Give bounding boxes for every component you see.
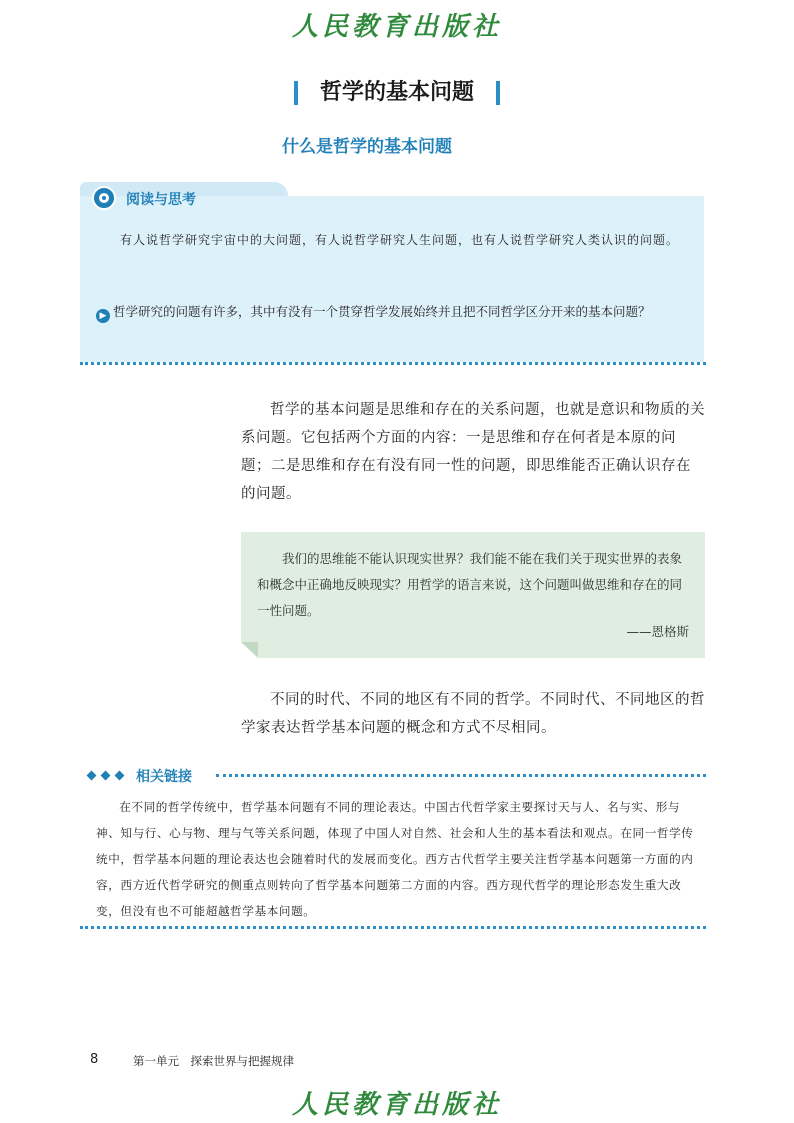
related-title: 相关链接 <box>136 769 192 785</box>
main-paragraph-2: 不同的时代、不同的地区有不同的哲学。不同时代、不同地区的哲学家表达哲学基本问题的概念和方式不尽相同。 <box>241 692 705 736</box>
subsection-title: 什么是哲学的基本问题 <box>282 137 452 157</box>
reading-icon <box>92 186 116 210</box>
unit-label: 第一单元 探索世界与把握规律 <box>133 1054 294 1068</box>
title-bar-right <box>496 81 500 105</box>
diamond-icon <box>101 771 111 781</box>
section-title-text: 哲学的基本问题 <box>319 80 474 105</box>
publisher-logo-bottom: 人民教育出版社 <box>291 1090 502 1120</box>
arrow-right-icon: ▶ <box>96 309 110 323</box>
diamond-icon <box>115 771 125 781</box>
page-number: 8 <box>90 1052 99 1067</box>
reading-box <box>80 196 704 362</box>
related-divider <box>80 926 706 929</box>
reading-question <box>96 300 692 324</box>
related-header <box>88 766 192 786</box>
related-header-divider <box>216 774 706 777</box>
reading-paragraph: 有人说哲学研究宇宙中的大问题，有人说哲学研究人生问题，也有人说哲学研究人类认识的问题。 <box>120 233 680 247</box>
reading-title: 阅读与思考 <box>126 192 196 208</box>
main-paragraph-1: 哲学的基本问题是思维和存在的关系问题，也就是意识和物质的关系问题。它包括两个方面的内容：一是思维和存在何者是本原的问题；二是思维和存在有没有同一性的问题，即思维能否正确认识存在的问题。 <box>241 402 705 502</box>
quote-fold-corner <box>241 642 258 658</box>
reading-question-text: 哲学研究的问题有许多，其中有没有一个贯穿哲学发展始终并且把不同哲学区分开来的基本问题？ <box>113 304 651 319</box>
section-title-wrap <box>0 78 794 108</box>
title-bar-left <box>294 81 298 105</box>
related-text: 在不同的哲学传统中，哲学基本问题有不同的理论表达。中国古代哲学家主要探讨天与人、名与实、形与神、知与行、心与物、理与气等关系问题，体现了中国人对自然、社会和人生的基本看法和观点。在同一哲学传统中，哲学基本问题的理论表达也会随着时代的发展而变化。西方古代哲学主要关注哲学基本问题第一方面的内容，西方近代哲学研究的侧重点则转向了哲学基本问题第二方面的内容。西方现代哲学的理论形态发生重大改变，但没有也不可能超越哲学基本问题。 <box>96 800 694 918</box>
publisher-logo-top: 人民教育出版社 <box>291 12 502 42</box>
section-title <box>294 78 500 108</box>
quote-text: 我们的思维能不能认识现实世界？我们能不能在我们关于现实世界的表象和概念中正确地反映现实？用哲学的语言来说，这个问题叫做思维和存在的同一性问题。 <box>257 551 683 618</box>
reading-divider <box>80 362 706 365</box>
diamond-icon <box>87 771 97 781</box>
quote-author: ——恩格斯 <box>626 624 689 639</box>
